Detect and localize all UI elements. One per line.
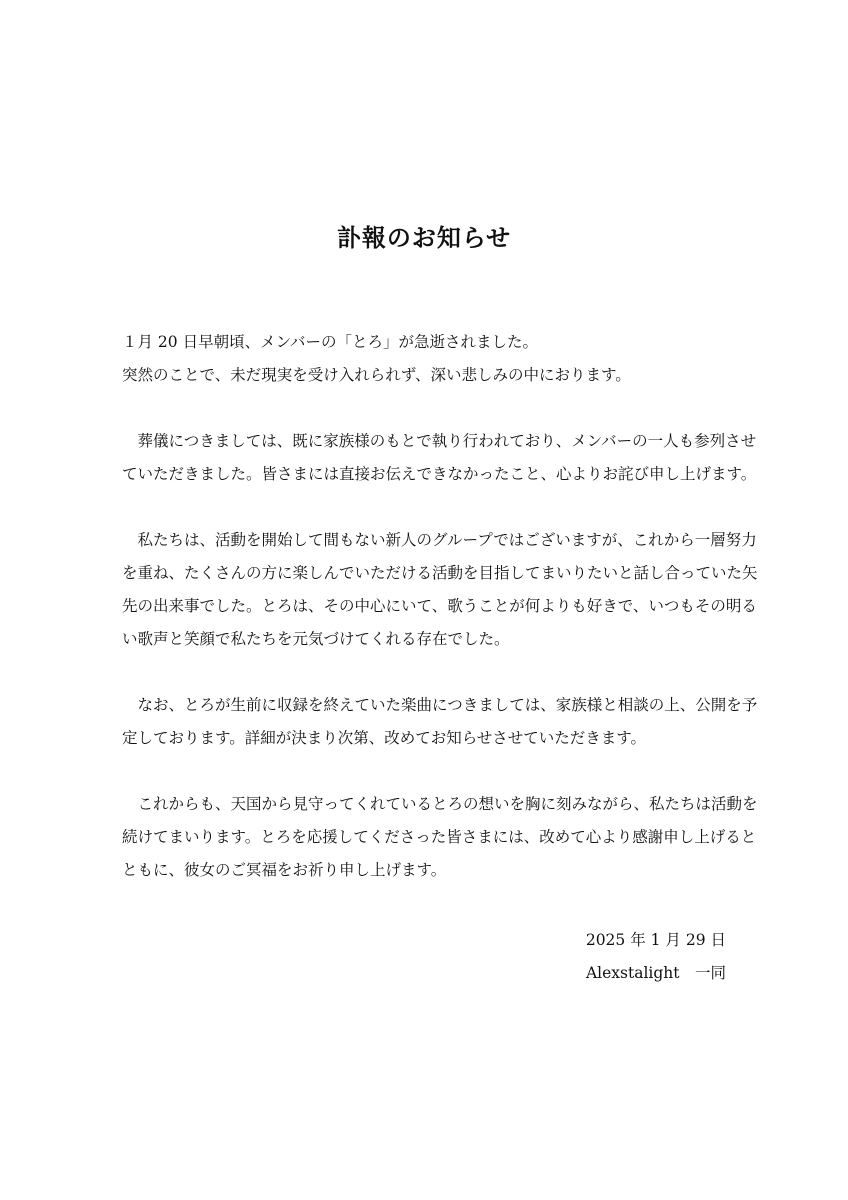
paragraph-line: を重ね、たくさんの方に楽しんでいただける活動を目指してまいりたいと話し合っていた矢 — [122, 564, 758, 582]
paragraph-line: 続けてまいります。とろを応援してくださった皆さまには、改めて心より感謝申し上げると — [122, 828, 757, 846]
document-signature: Alexstalight 一同 — [585, 964, 726, 982]
paragraph-line: い歌声と笑顔で私たちを元気づけてくれる存在でした。 — [122, 630, 510, 648]
document-body — [122, 326, 758, 920]
paragraph-3 — [122, 524, 758, 656]
paragraph-line: 先の出来事でした。とろは、その中心にいて、歌うことが何よりも好きで、いつもその明る — [122, 597, 757, 615]
paragraph-line: １月 20 日早朝頃、メンバーの「とろ」が急逝されました。 — [122, 333, 538, 351]
paragraph-line: 私たちは、活動を開始して間もない新人のグループではございますが、これから一層努力 — [122, 531, 757, 549]
paragraph-2 — [122, 425, 757, 491]
paragraph-line: なお、とろが生前に収録を終えていた楽曲につきましては、家族様と相談の上、公開を予 — [122, 696, 758, 714]
paragraph-4 — [122, 689, 758, 755]
paragraph-line: ともに、彼女のご冥福をお祈り申し上げます。 — [122, 861, 447, 879]
paragraph-1 — [122, 326, 732, 392]
document-footer — [586, 924, 726, 990]
document-date: 2025 年 1 月 29 日 — [585, 931, 726, 949]
document-title: 訃報のお知らせ — [336, 223, 512, 252]
paragraph-line: 定しております。詳細が決まり次第、改めてお知らせさせていただきます。 — [122, 729, 647, 747]
paragraph-line: これからも、天国から見守ってくれているとろの想いを胸に刻みながら、私たちは活動を — [122, 795, 758, 813]
paragraph-line: 葬儀につきましては、既に家族様のもとで執り行われており、メンバーの一人も参列させ — [122, 432, 757, 450]
paragraph-line: ていただきました。皆さまには直接お伝えできなかったこと、心よりお詫び申し上げます。 — [122, 465, 757, 483]
paragraph-5 — [122, 788, 758, 887]
paragraph-line: 突然のことで、未だ現実を受け入れられず、深い悲しみの中におります。 — [122, 366, 631, 384]
